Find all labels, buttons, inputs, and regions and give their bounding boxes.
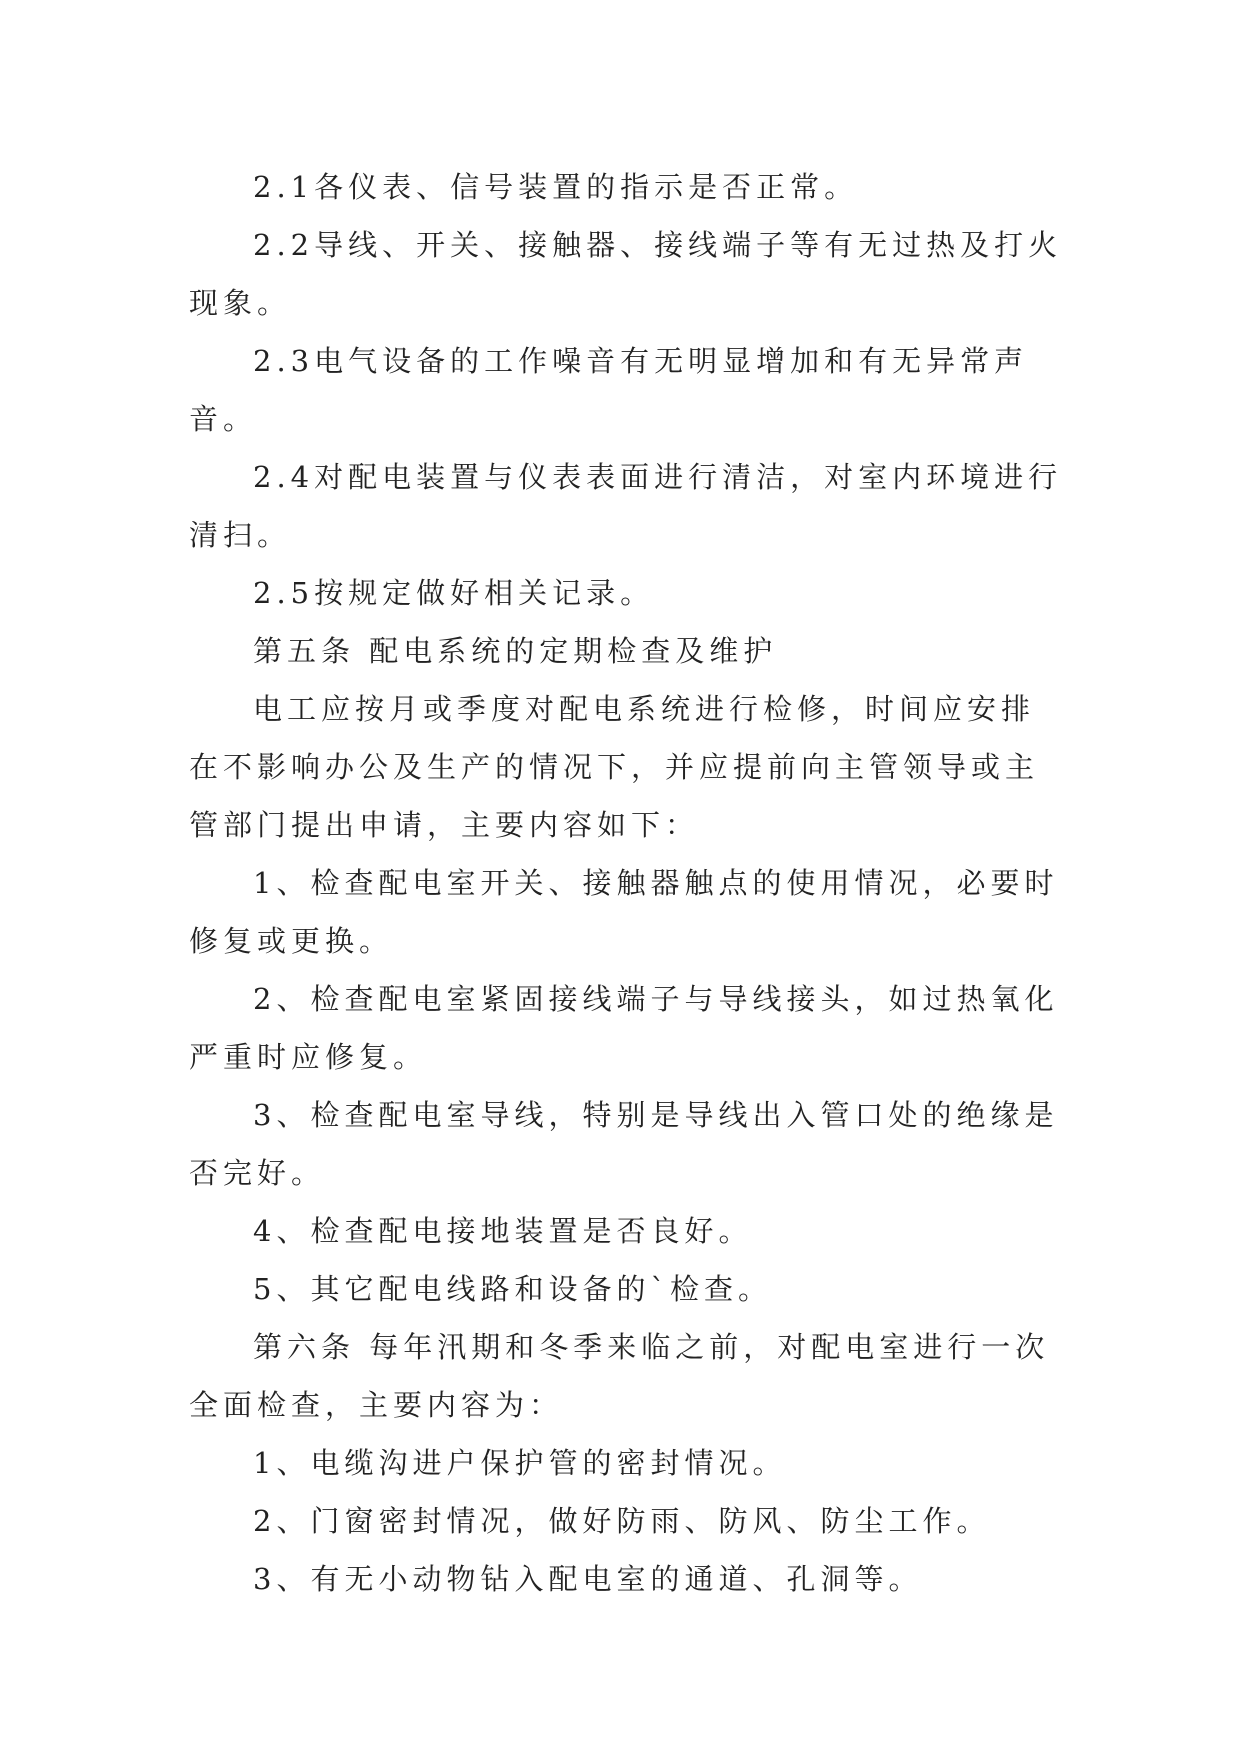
- paragraph-2-2: 2.2导线、开关、接触器、接线端子等有无过热及打火现象。: [189, 228, 1063, 320]
- paragraph-2-3: 2.3电气设备的工作噪音有无明显增加和有无异常声音。: [189, 344, 1029, 436]
- article-5-item-4: 4、检查配电接地装置是否良好。: [253, 1214, 753, 1248]
- paragraph-2-1: 2.1各仪表、信号装置的指示是否正常。: [253, 170, 859, 204]
- article-6-item-1: 1、电缆沟进户保护管的密封情况。: [253, 1446, 787, 1480]
- paragraph-2-5: 2.5按规定做好相关记录。: [253, 576, 655, 610]
- article-5-item-5: 5、其它配电线路和设备的`检查。: [253, 1272, 772, 1306]
- article-6-item-2: 2、门窗密封情况，做好防雨、防风、防尘工作。: [253, 1504, 991, 1538]
- document-body: [189, 158, 1067, 1608]
- article-5-heading: 第五条 配电系统的定期检查及维护: [253, 634, 778, 668]
- paragraph-2-4: 2.4对配电装置与仪表表面进行清洁，对室内环境进行清扫。: [189, 460, 1063, 552]
- article-6-item-3: 3、有无小动物钻入配电室的通道、孔洞等。: [253, 1562, 923, 1596]
- article-5-item-1: 1、检查配电室开关、接触器触点的使用情况，必要时修复或更换。: [189, 866, 1059, 958]
- article-5-item-3: 3、检查配电室导线，特别是导线出入管口处的绝缘是否完好。: [189, 1098, 1059, 1190]
- article-5-intro: 电工应按月或季度对配电系统进行检修，时间应安排在不影响办公及生产的情况下，并应提前向主管领导或主管部门提出申请，主要内容如下：: [189, 692, 1040, 842]
- article-5-item-2: 2、检查配电室紧固接线端子与导线接头，如过热氧化严重时应修复。: [189, 982, 1059, 1074]
- article-6-heading: 第六条 每年汛期和冬季来临之前，对配电室进行一次全面检查，主要内容为：: [189, 1330, 1050, 1422]
